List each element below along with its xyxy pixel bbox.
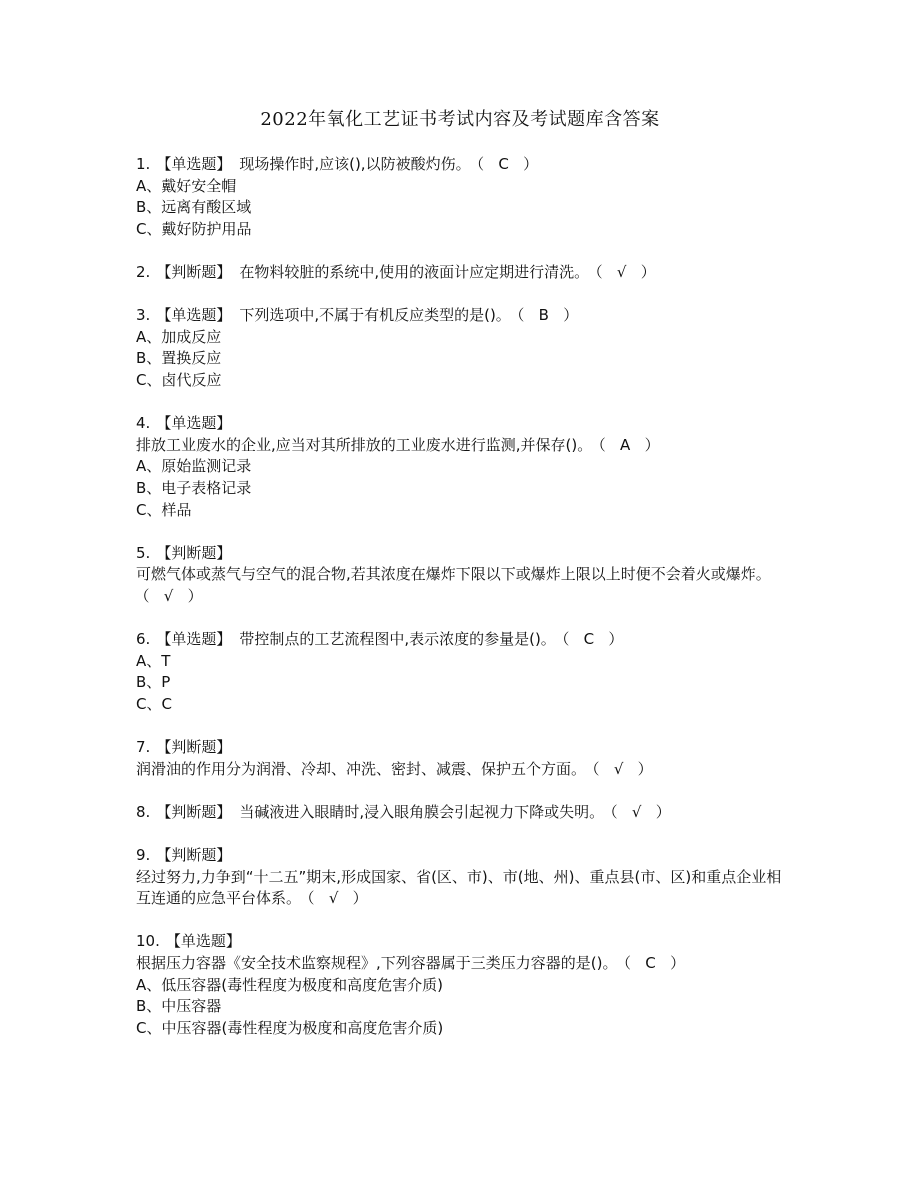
option-b: B、电子表格记录 — [136, 478, 252, 497]
question-type: 【单选题】 — [156, 630, 232, 649]
option-c: C、戴好防护用品 — [136, 219, 252, 238]
question-2 — [136, 262, 796, 284]
question-body — [136, 953, 796, 975]
question-header — [136, 931, 796, 953]
question-type: 【判断题】 — [156, 543, 232, 562]
question-type: 【判断题】 — [156, 738, 232, 757]
question-7 — [136, 737, 796, 780]
option-a: A、原始监测记录 — [136, 457, 252, 476]
question-answer: （ C ） — [623, 953, 686, 972]
question-8 — [136, 802, 796, 824]
question-number: 8. — [136, 802, 151, 821]
question-stem: 在物料较脏的系统中,使用的液面计应定期进行清洗。 — [239, 262, 590, 281]
question-5 — [136, 543, 796, 608]
question-answer: （ A ） — [598, 435, 660, 454]
question-type: 【判断题】 — [156, 802, 232, 821]
question-answer: （ √ ） — [610, 802, 671, 821]
question-answer: （ √ ） — [142, 586, 203, 605]
question-stem: 润滑油的作用分为润滑、冷却、冲洗、密封、减震、保护五个方面。 — [136, 759, 587, 778]
question-answer: （ B ） — [516, 306, 579, 325]
question-stem: 当碱液进入眼睛时,浸入眼角膜会引起视力下降或失明。 — [239, 802, 605, 821]
question-body — [136, 867, 796, 910]
question-header — [136, 305, 796, 327]
question-type: 【单选题】 — [156, 306, 232, 325]
option-b: B、中压容器 — [136, 997, 222, 1016]
question-list — [136, 154, 796, 1039]
question-header — [136, 262, 796, 284]
question-stem: 排放工业废水的企业,应当对其所排放的工业废水进行监测,并保存()。 — [136, 435, 593, 454]
option-a: A、戴好安全帽 — [136, 176, 237, 195]
option-b: B、置换反应 — [136, 349, 222, 368]
question-answer: （ √ ） — [592, 759, 653, 778]
question-type: 【判断题】 — [156, 846, 232, 864]
option-c: C、卤代反应 — [136, 370, 222, 389]
question-3 — [136, 305, 796, 391]
question-answer: （ √ ） — [595, 262, 656, 281]
option-c: C、中压容器(毒性程度为极度和高度危害介质) — [136, 1018, 444, 1037]
question-1 — [136, 154, 796, 240]
question-number: 7. — [136, 738, 151, 757]
question-10 — [136, 931, 796, 1039]
question-number: 4. — [136, 414, 151, 433]
option-c: C、样品 — [136, 500, 192, 519]
option-a: A、加成反应 — [136, 327, 222, 346]
document-title: 2022年氧化工艺证书考试内容及考试题库含答案 — [260, 109, 660, 130]
question-header — [136, 154, 796, 176]
question-body — [136, 435, 796, 457]
question-9 — [136, 845, 796, 910]
question-body — [136, 564, 796, 607]
question-number: 3. — [136, 306, 151, 325]
question-stem: 可燃气体或蒸气与空气的混合物,若其浓度在爆炸下限以下或爆炸上限以上时便不会着火或爆炸。 — [136, 565, 771, 584]
question-stem: 现场操作时,应该(),以防被酸灼伤。 — [239, 155, 471, 173]
question-header — [136, 413, 796, 435]
question-header — [136, 629, 796, 651]
question-type: 【单选题】 — [156, 155, 232, 173]
question-body — [136, 759, 796, 781]
question-number: 9. — [136, 846, 151, 864]
question-type: 【单选题】 — [156, 414, 232, 433]
question-4 — [136, 413, 796, 521]
question-stem: 下列选项中,不属于有机反应类型的是()。 — [239, 306, 511, 325]
question-answer: （ C ） — [476, 155, 539, 173]
question-number: 10. — [136, 932, 160, 951]
option-a: A、T — [136, 651, 171, 670]
question-answer: （ √ ） — [307, 889, 368, 908]
question-stem: 根据压力容器《安全技术监察规程》,下列容器属于三类压力容器的是()。 — [136, 953, 618, 972]
option-b: B、P — [136, 673, 171, 692]
question-stem: 带控制点的工艺流程图中,表示浓度的参量是()。 — [239, 630, 556, 649]
question-header — [136, 802, 796, 824]
question-header — [136, 737, 796, 759]
question-type: 【判断题】 — [156, 262, 232, 281]
question-answer: （ C ） — [561, 630, 624, 649]
question-6 — [136, 629, 796, 715]
question-number: 6. — [136, 630, 151, 649]
question-type: 【单选题】 — [165, 932, 241, 951]
question-number: 5. — [136, 543, 151, 562]
option-c: C、C — [136, 694, 172, 713]
question-header — [136, 845, 796, 867]
question-number: 2. — [136, 262, 151, 281]
question-header — [136, 543, 796, 565]
question-stem: 经过努力,力争到“十二五”期末,形成国家、省(区、市)、市(地、州)、重点县(市、区)和重点企业相互连通的应急平台体系。 — [136, 867, 782, 908]
question-number: 1. — [136, 155, 151, 173]
option-a: A、低压容器(毒性程度为极度和高度危害介质) — [136, 975, 443, 994]
option-b: B、远离有酸区域 — [136, 198, 252, 217]
